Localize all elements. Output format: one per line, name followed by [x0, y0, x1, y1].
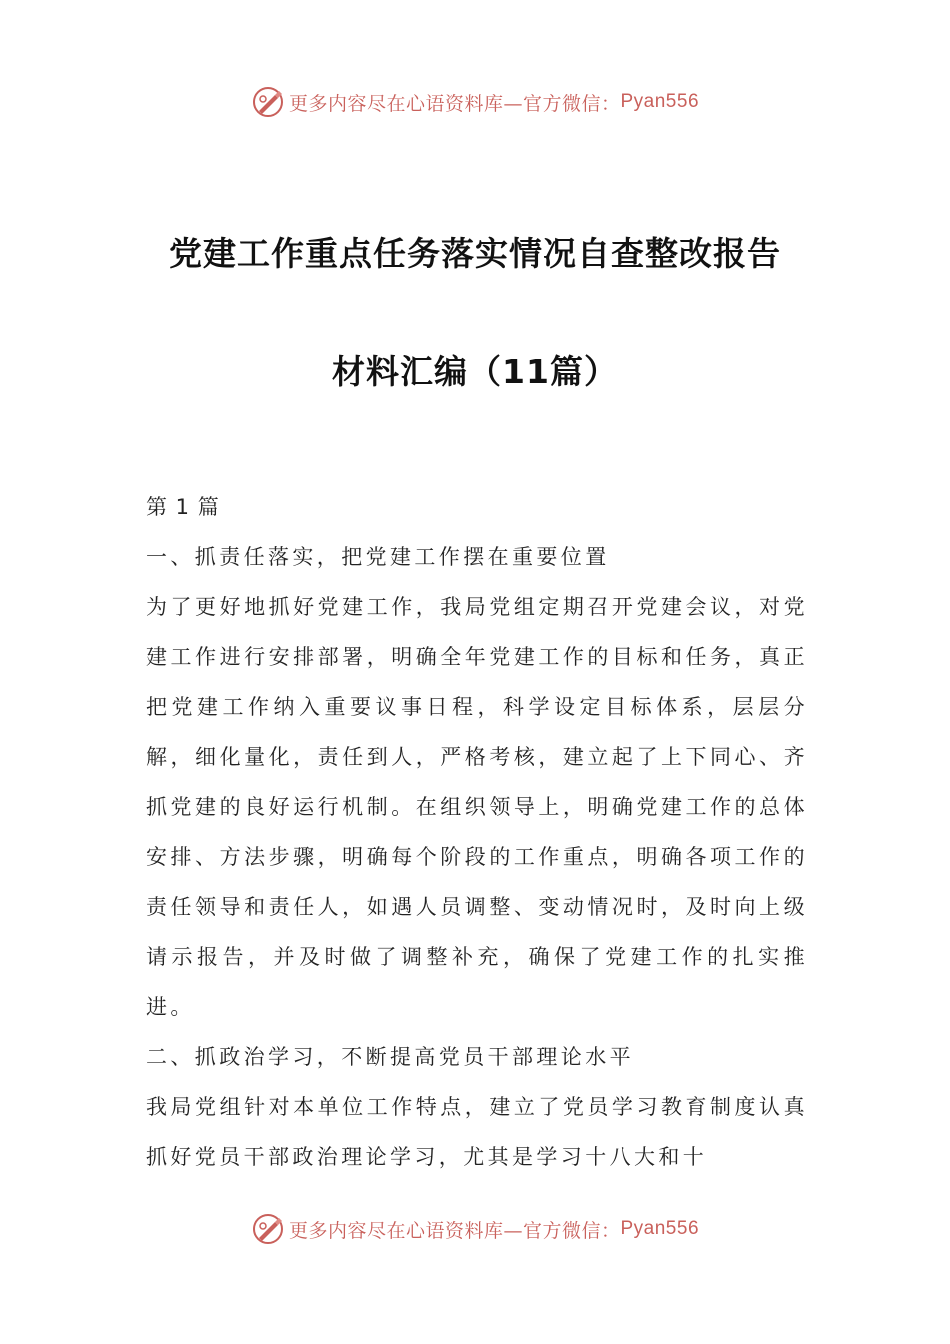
section-heading-1: 一、抓责任落实，把党建工作摆在重要位置 — [146, 545, 610, 569]
watermark-text: 更多内容尽在心语资料库—官方微信： — [288, 1219, 621, 1242]
pen-nib-logo-icon — [251, 1212, 285, 1246]
document-title-line-2: 材料汇编（11篇） — [332, 352, 618, 391]
document-title-line-1: 党建工作重点任务落实情况自查整改报告 — [169, 234, 781, 273]
watermark-text: 更多内容尽在心语资料库—官方微信： — [288, 92, 621, 115]
chapter-label: 第 1 篇 — [146, 495, 220, 519]
watermark-header — [0, 82, 950, 122]
watermark-wechat-id: Pyan556 — [620, 91, 700, 112]
watermark-footer — [0, 1209, 950, 1249]
section-heading-2: 二、抓政治学习，不断提高党员干部理论水平 — [146, 1045, 634, 1069]
pen-nib-logo-icon — [251, 85, 285, 119]
paragraph-1: 为了更好地抓好党建工作，我局党组定期召开党建会议，对党建工作进行安排部署，明确全年党建工作的目标和任务，真正把党建工作纳入重要议事日程，科学设定目标体系，层层分解，细化量化，责任到人，严格考核，建立起了上下同心、齐抓党建的良好运行机制。在组织领导上，明确党建工作的总体安排、方法步骤，明确每个阶段的工作重点，明确各项工作的责任领导和责任人，如遇人员调整、变动情况时，及时向上级请示报告，并及时做了调整补充，确保了党建工作的扎实推进。 — [146, 595, 808, 1019]
document-body — [146, 482, 808, 1182]
watermark-wechat-id: Pyan556 — [620, 1218, 700, 1239]
paragraph-2: 我局党组针对本单位工作特点，建立了党员学习教育制度认真抓好党员干部政治理论学习，尤其是学习十八大和十 — [146, 1095, 808, 1169]
